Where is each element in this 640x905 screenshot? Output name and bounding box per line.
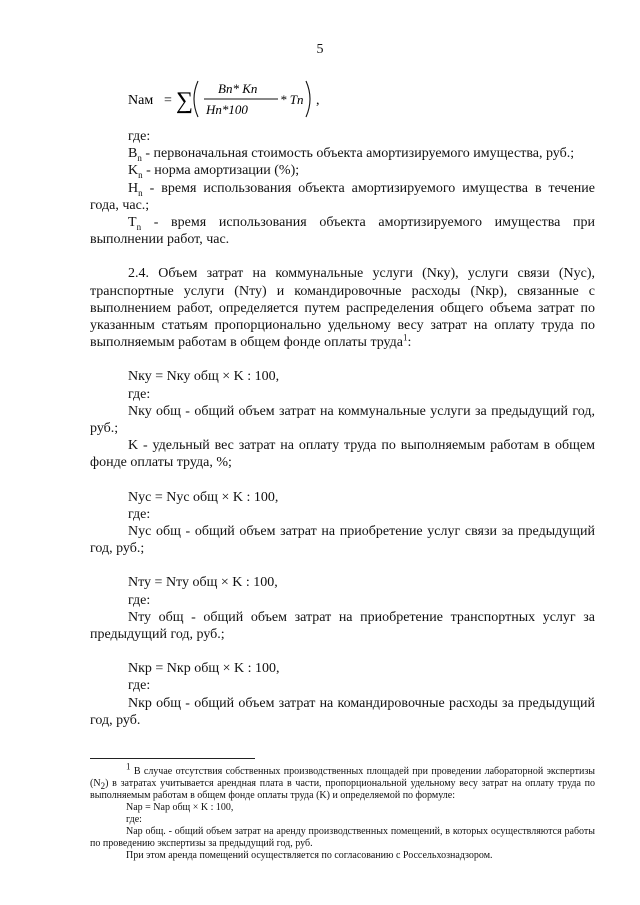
footnote-note: При этом аренда помещений осуществляется по согласованию с Россельхознадзором.: [126, 850, 493, 861]
footnote-marker: 1: [126, 761, 131, 772]
def-nku-total: Nку общ - общий объем затрат на коммунальные услуги за предыдущий год, руб.;: [90, 403, 595, 437]
def-nus-total: Nус общ - общий объем затрат на приобретение услуг связи за предыдущий год, руб.;: [90, 524, 595, 557]
formula-nty: Nту = Nту общ × K : 100,: [128, 575, 278, 591]
formula-denominator: Hn*100: [206, 102, 248, 117]
footnote-where: где:: [126, 814, 142, 825]
footnote-1: $^1$ В случае отсутствия собственных производственных площадей при проведении лабораторной экспертизы $(N_2)$ в затратах учитывается арендная плата в части, пропорциональной удельному весу затрат на оплату труда по выполняемым работам в общем фонде оплаты труда (K) и определяемой по формуле:: [90, 761, 595, 801]
where-label: где:: [128, 386, 151, 402]
def-nkr-total: Nкр общ - общий объем затрат на командировочные расходы за предыдущий год, руб.: [90, 695, 595, 728]
formula-left-paren: [194, 81, 198, 117]
footnote-nar-def: Nар общ. - общий объем затрат на аренду производственных помещений, в которых осуществляются работы по проведению экспертизы за предыдущий год, руб.: [90, 826, 595, 849]
formula-end: ,: [316, 93, 320, 108]
footnotes: [90, 761, 595, 862]
where-label: где:: [128, 678, 151, 694]
footnote-ref[interactable]: 1: [403, 332, 408, 343]
formula-nku: Nку = Nку общ × K : 100,: [128, 369, 280, 385]
def-hn: $H_n$ - время использования объекта амортизируемого имущества в течение года, час.;: [90, 180, 595, 213]
def-nty-total: Nту общ - общий объем затрат на приобретение транспортных услуг за предыдущий год, руб.;: [90, 609, 595, 643]
def-kn: $K_n$ - норма амортизации (%);: [128, 163, 300, 181]
section-2-4: 2.4. Объем затрат на коммунальные услуги (Nку), услуги связи (Nус), транспортные услуги (Nту) и командировочные расходы (Nкр), связанные с выполнением работ, определяется путем распределения общего объема затрат по указанным статьям пропорционально удельному весу затрат на оплату труда по выполняемым работам в общем фонде оплаты труда$^1$:: [90, 266, 595, 351]
formula-nkr: Nкр = Nкр общ × K : 100,: [128, 661, 280, 677]
footnote-formula: Nар = Nар общ × K : 100,: [126, 802, 234, 813]
where-label: где:: [128, 129, 151, 144]
formula-tail: * Tn: [280, 92, 304, 107]
page-number: 5: [316, 42, 324, 57]
formula-right-paren: [306, 81, 310, 117]
formula-lhs: Nам: [128, 93, 154, 108]
def-tn: $T_n$ - время использования объекта амортизируемого имущества при выполнении работ, час.: [90, 215, 595, 248]
amortization-formula: [90, 70, 595, 128]
footnote-divider: [90, 758, 255, 759]
formula-sum: ∑: [176, 88, 194, 114]
formula-numerator: Bn* Kn: [218, 81, 258, 96]
where-label: где:: [128, 592, 151, 608]
def-k: K - удельный вес затрат на оплату труда по выполняемым работам в общем фонде оплаты труда, %;: [90, 438, 595, 471]
def-bn: $B_n$ - первоначальная стоимость объекта амортизируемого имущества, руб.;: [128, 146, 575, 163]
where-label: где:: [128, 506, 151, 522]
formula-equals: =: [164, 93, 172, 108]
main-text: [90, 70, 595, 729]
formula-graphic: [128, 71, 388, 127]
formula-nus: Nус = Nус общ × K : 100,: [128, 489, 279, 505]
